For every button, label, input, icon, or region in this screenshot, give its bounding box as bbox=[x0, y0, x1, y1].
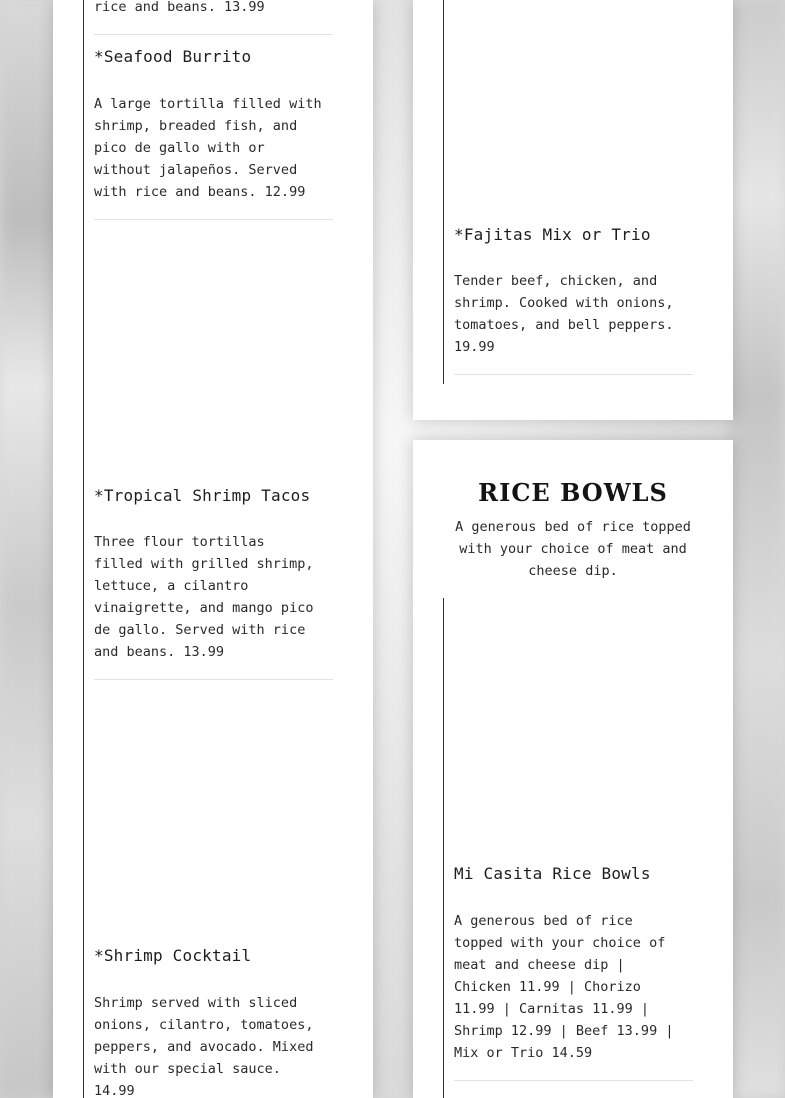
background-blur-left bbox=[0, 0, 60, 1098]
item-title-shrimp-cocktail: *Shrimp Cocktail bbox=[94, 946, 252, 965]
menu-column-seafood bbox=[53, 0, 373, 1098]
item-description-tropical-shrimp-tacos: Three flour tortillas filled with grilled shrimp, lettuce, a cilantro vinaigrette, and mango pico de gallo. Served with rice and beans. 13.99 bbox=[94, 534, 314, 660]
section-heading-rice-bowls: RICE BOWLS bbox=[478, 478, 668, 507]
item-separator bbox=[94, 34, 333, 35]
previous-item-description-fragment: rice and beans. 13.99 bbox=[94, 0, 265, 15]
item-description-fajitas-mix-or-trio: Tender beef, chicken, and shrimp. Cooked with onions, tomatoes, and bell peppers. 19.99 bbox=[454, 273, 674, 355]
item-description-shrimp-cocktail: Shrimp served with sliced onions, cilantro, tomatoes, peppers, and avocado. Mixed with our special sauce. 14.99 bbox=[94, 995, 314, 1098]
item-title-mi-casita-rice-bowls: Mi Casita Rice Bowls bbox=[454, 864, 651, 883]
item-description-mi-casita-rice-bowls: A generous bed of rice topped with your choice of meat and cheese dip | Chicken 11.99 | Chorizo 11.99 | Carnitas 11.99 | Shrimp 12.99 | Beef 13.99 | Mix or Trio 14.59 bbox=[454, 913, 674, 1061]
section-subheading-rice-bowls: A generous bed of rice topped with your choice of meat and cheese dip. bbox=[455, 519, 691, 579]
item-title-fajitas-mix-or-trio: *Fajitas Mix or Trio bbox=[454, 225, 651, 244]
item-separator bbox=[454, 1080, 693, 1081]
menu-card-fajitas bbox=[413, 0, 733, 420]
menu-card-rice-bowls bbox=[413, 440, 733, 1098]
item-description-seafood-burrito: A large tortilla filled with shrimp, breaded fish, and pico de gallo with or without jalapeños. Served with rice and beans. 12.99 bbox=[94, 96, 322, 200]
item-separator bbox=[94, 679, 333, 680]
item-title-seafood-burrito: *Seafood Burrito bbox=[94, 47, 252, 66]
column-divider-line bbox=[443, 0, 444, 384]
column-divider-line bbox=[83, 0, 84, 1098]
item-separator bbox=[454, 374, 693, 375]
item-title-tropical-shrimp-tacos: *Tropical Shrimp Tacos bbox=[94, 486, 311, 505]
column-divider-line bbox=[443, 598, 444, 1098]
background-blur-right bbox=[729, 0, 785, 1098]
item-separator bbox=[94, 219, 333, 220]
